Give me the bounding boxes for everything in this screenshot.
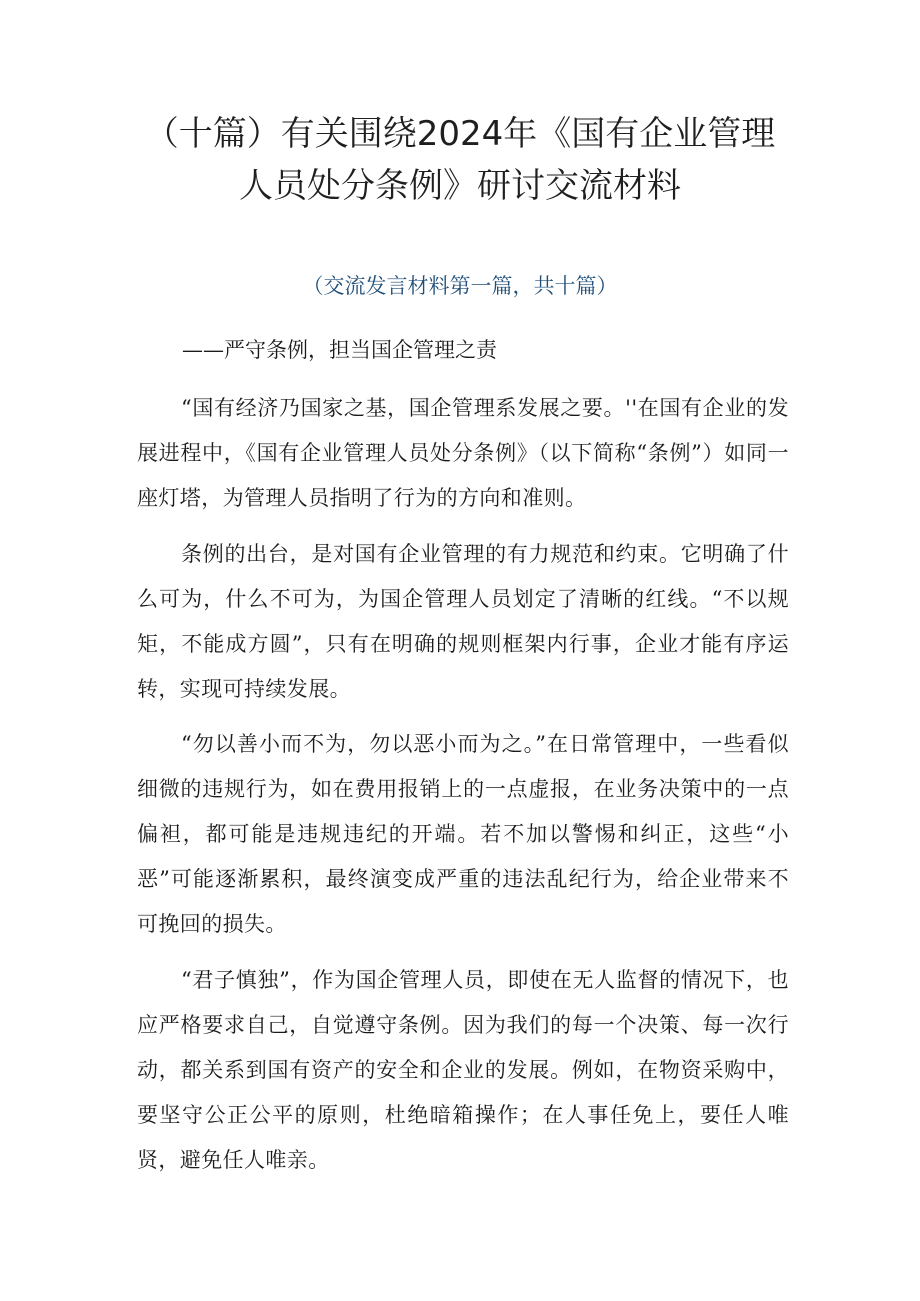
- document-theme: ——严守条例，担当国企管理之责: [182, 338, 497, 362]
- paragraph-3: “勿以善小而不为，勿以恶小而为之。”在日常管理中，一些看似细微的违规行为，如在费用报销上的一点虚报，在业务决策中的一点偏袒，都可能是违规违纪的开端。若不加以警惕和纠正，这些“小恶”可能逐渐累积，最终演变成严重的违法乱纪行为，给企业带来不可挽回的损失。: [137, 732, 789, 936]
- title-line-1: （十篇）有关围绕2024年《国有企业管理: [144, 114, 776, 154]
- paragraph-2: 条例的出台，是对国有企业管理的有力规范和约束。它明确了什么可为，什么不可为，为国企管理人员划定了清晰的红线。“不以规矩，不能成方圆”，只有在明确的规则框架内行事，企业才能有序运转，实现可持续发展。: [137, 542, 789, 701]
- document-subtitle: （交流发言材料第一篇，共十篇）: [302, 274, 618, 298]
- document-title: [120, 108, 800, 212]
- paragraph-1: “国有经济乃国家之基，国企管理系发展之要。''在国有企业的发展进程中，《国有企业管理人员处分条例》（以下简称“条例”）如同一座灯塔，为管理人员指明了行为的方向和准则。: [137, 396, 789, 510]
- paragraph-4: “君子慎独”，作为国企管理人员，即使在无人监督的情况下，也应严格要求自己，自觉遵守条例。因为我们的每一个决策、每一次行动，都关系到国有资产的安全和企业的发展。例如，在物资采购中，要坚守公正公平的原则，杜绝暗箱操作；在人事任免上，要任人唯贤，避免任人唯亲。: [137, 968, 789, 1172]
- title-line-2: 人员处分条例》研讨交流材料: [239, 166, 681, 206]
